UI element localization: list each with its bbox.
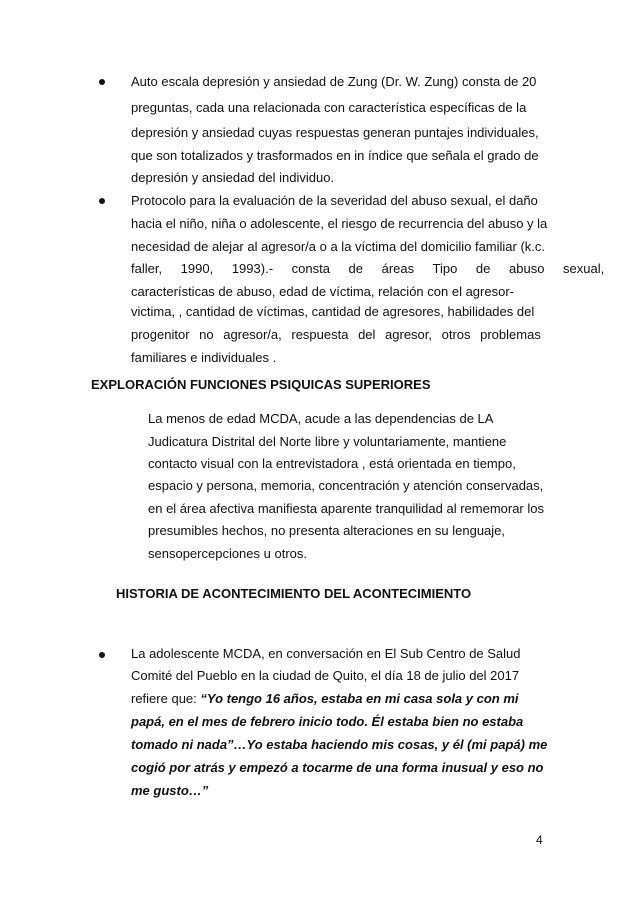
quote-line: cogió por atrás y empezó a tocarme de una forma inusual y eso no <box>131 760 544 775</box>
bullet-icon <box>99 652 105 658</box>
page-number: 4 <box>536 833 543 847</box>
paragraph-line: Judicatura Distrital del Norte libre y voluntariamente, mantiene <box>148 434 507 449</box>
paragraph-line: familiares e individuales . <box>131 350 277 365</box>
plain-text: refiere que: <box>131 691 201 706</box>
bullet-icon <box>99 198 105 204</box>
paragraph-line: en el área afectiva manifiesta aparente tranquilidad al rememorar los <box>148 501 544 516</box>
section-heading-exploracion: EXPLORACIÓN FUNCIONES PSIQUICAS SUPERIORES <box>91 377 431 392</box>
paragraph-line: depresión y ansiedad cuyas respuestas generan puntajes individuales, <box>131 125 539 140</box>
paragraph-line: victima, , cantidad de víctimas, cantidad de agresores, habilidades del <box>131 304 535 319</box>
paragraph-line: sensopercepciones u otros. <box>148 546 307 561</box>
paragraph-line: Comité del Pueblo en la ciudad de Quito, el día 18 de julio del 2017 <box>131 668 520 683</box>
paragraph-line: contacto visual con la entrevistadora , está orientada en tiempo, <box>148 456 516 471</box>
paragraph-line: Protocolo para la evaluación de la severidad del abuso sexual, el daño <box>131 193 538 208</box>
paragraph-line: que son totalizados y trasformados en in índice que señala el grado de <box>131 148 539 163</box>
paragraph-line: espacio y persona, memoria, concentración y atención conservadas, <box>148 478 544 493</box>
bullet-icon <box>99 79 105 85</box>
quote-line: tomado ni nada”…Yo estaba haciendo mis cosas, y él (mi papá) me <box>131 737 548 752</box>
paragraph-line: presumibles hechos, no presenta alteraciones en su lenguaje, <box>148 523 506 538</box>
paragraph-line: características de abuso, edad de víctima, relación con el agresor- <box>131 284 514 299</box>
paragraph-line: depresión y ansiedad del individuo. <box>131 170 335 185</box>
paragraph-line: Auto escala depresión y ansiedad de Zung (Dr. W. Zung) consta de 20 <box>131 74 537 89</box>
paragraph-line: progenitor no agresor/a, respuesta del agresor, otros problemas <box>131 327 541 342</box>
paragraph-line: La adolescente MCDA, en conversación en El Sub Centro de Salud <box>131 646 521 661</box>
paragraph-line: faller, 1990, 1993).- consta de áreas Tipo de abuso sexual, <box>131 261 605 276</box>
paragraph-line <box>131 691 519 707</box>
quote-line: me gusto…” <box>131 783 209 798</box>
paragraph-line: necesidad de alejar al agresor/a o a la víctima del domicilio familiar (k.c. <box>131 239 546 254</box>
paragraph-line: La menos de edad MCDA, acude a las dependencias de LA <box>148 411 494 426</box>
paragraph-line: preguntas, cada una relacionada con característica específicas de la <box>131 100 527 115</box>
quote-line: papá, en el mes de febrero inicio todo. Él estaba bien no estaba <box>131 714 524 729</box>
paragraph-line: hacia el niño, niña o adolescente, el riesgo de recurrencia del abuso y la <box>131 216 548 231</box>
section-heading-historia: HISTORIA DE ACONTECIMIENTO DEL ACONTECIMIENTO <box>116 586 472 601</box>
quote-text: “Yo tengo 16 años, estaba en mi casa sola y con mi <box>200 691 519 706</box>
